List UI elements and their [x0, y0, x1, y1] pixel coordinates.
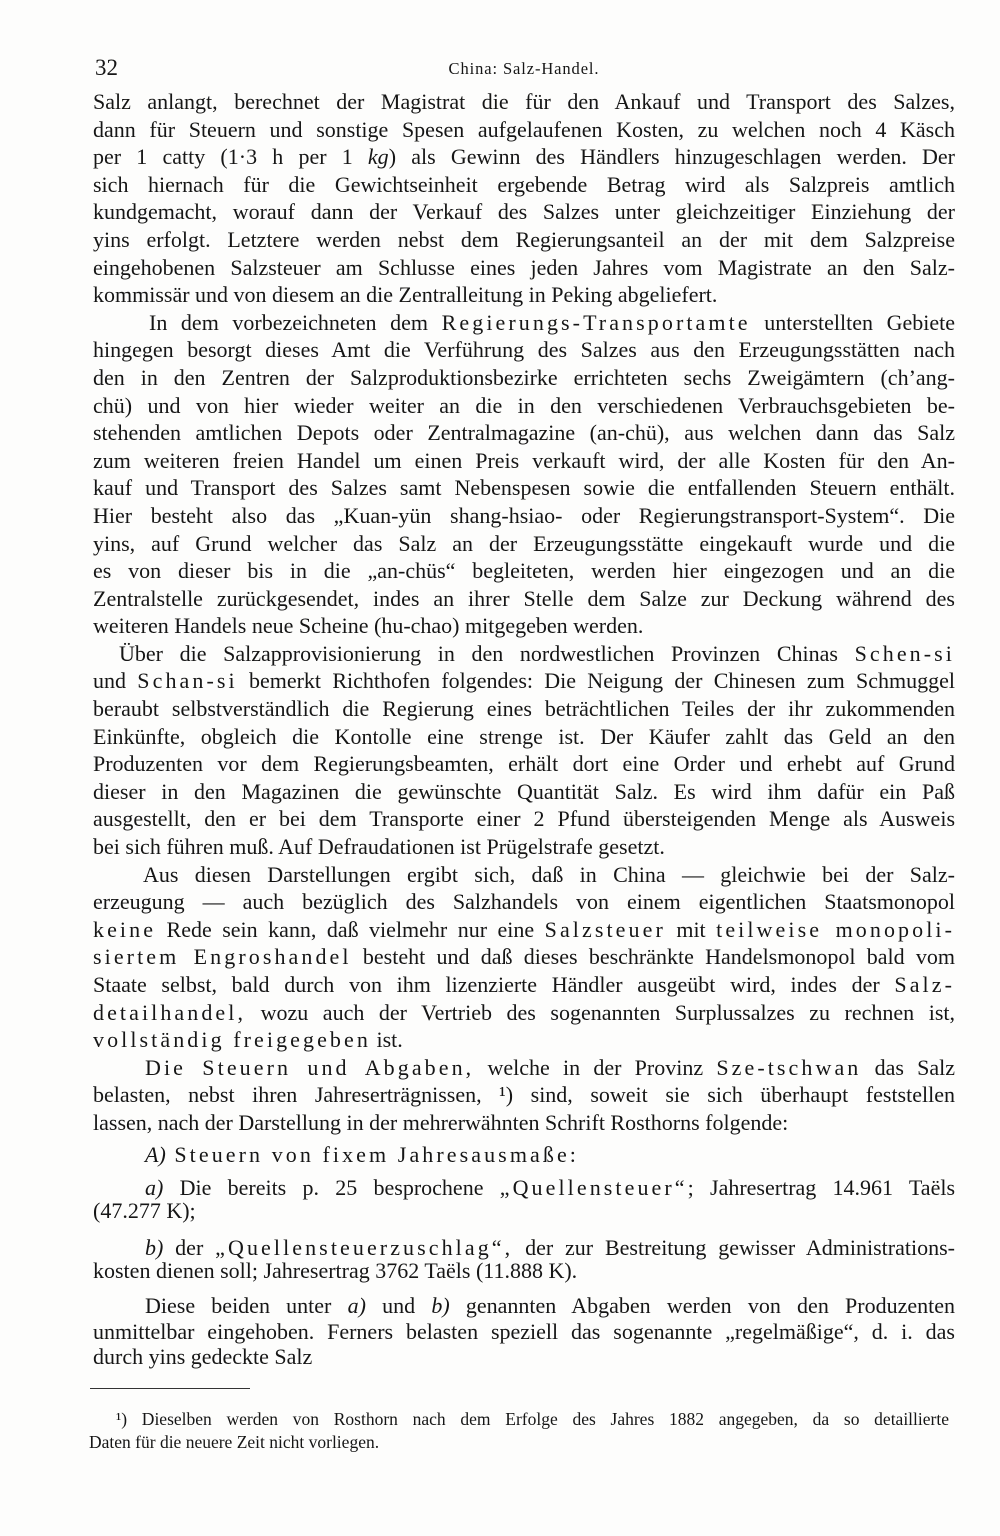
text-run: ausgestellt, den er bei dem Transporte einer 2 Pfund übersteigenden Menge als Ausweis [93, 806, 955, 832]
text-run: das Salz [861, 1054, 956, 1080]
spaced-text: Salzsteuer [544, 916, 666, 942]
text-line [93, 640, 955, 668]
spaced-text: detailhandel, [93, 999, 247, 1025]
spaced-text: Sze-tschwan [716, 1054, 862, 1080]
page-header [93, 55, 955, 81]
text-line [93, 612, 955, 640]
text-run: Über die Salzapprovisionierung in den nordwestlichen Provinzen Chinas [119, 640, 855, 666]
text-line [93, 1109, 955, 1137]
text-run: Zentralstelle zurückgesendet, indes an ihrer Stelle dem Salze zur Deckung während des [93, 585, 955, 611]
spaced-text: Die Steuern und Abgaben, [145, 1054, 475, 1080]
text-line [93, 171, 955, 199]
text-line [93, 364, 955, 392]
spaced-text: Salz- [894, 972, 955, 997]
text-line [93, 971, 955, 999]
text-line [93, 474, 955, 502]
text-run: erzeugung — auch bezüglich des Salzhandels von einem eigentlichen Staatsmonopol [93, 889, 955, 915]
text-run: unmittelbar eingehoben. Ferners belasten speziell das sogenannte „regelmäßige“, d. i. das [93, 1318, 955, 1344]
text-line [93, 226, 955, 254]
text-run: es von dieser bis in die „an-chüs“ begleiteten, werden hier eingezogen und an die [93, 558, 955, 584]
spaced-text: „Quellensteuerzuschlag“, [215, 1235, 514, 1261]
text-run: genannten Abgaben werden von den Produzenten [449, 1293, 956, 1319]
text-line [93, 778, 955, 806]
text-run: durch yins gedeckte Salz [93, 1344, 313, 1370]
text-line [93, 336, 955, 364]
text-line [93, 695, 955, 723]
text-line [93, 888, 955, 916]
text-run: ; Jahresertrag 14.961 Taëls [687, 1175, 956, 1201]
paragraph-taxes-intro [93, 1054, 955, 1137]
italic-text: a) [145, 1175, 164, 1201]
text-run: der [163, 1235, 216, 1261]
text-run: zum weiteren freien Handel um einen Preis verkauft wird, der alle Kosten für den An- [93, 447, 955, 473]
running-title: China: Salz-Handel. [448, 59, 600, 78]
text-line [93, 1293, 955, 1319]
text-line [93, 419, 955, 447]
paragraph-richthofen [93, 640, 955, 861]
italic-text: kg [367, 144, 389, 170]
spaced-text: Schan-si [137, 668, 238, 694]
text-run: eingehobenen Salzsteuer am Schlusse eines jeden Jahres vom Magistrate an den Salz- [93, 254, 955, 280]
text-run: Einkünfte, obgleich die Kontolle eine strenge ist. Der Käufer zahlt das Geld an den [93, 723, 955, 749]
text-run: bemerkt Richthofen folgendes: Die Neigung der Chinesen zum Schmuggel [237, 668, 956, 694]
text-line [93, 1141, 955, 1169]
text-run: Hier besteht also das „Kuan-yün shang-hsiao- oder Regierungstransport-System“. Die [93, 502, 955, 528]
text-line [93, 585, 955, 613]
spaced-text: Regierungs-Transportamte [441, 309, 751, 335]
italic-text: b) [145, 1235, 164, 1261]
text-run: lassen, nach der Darstellung in der mehrerwähnten Schrift Rosthorns folgende: [93, 1109, 789, 1135]
text-run: dieser in den Magazinen die gewünschte Quantität Salz. Es wird ihm dafür ein Paß [93, 778, 955, 804]
text-line [93, 916, 955, 944]
text-line [93, 1236, 955, 1259]
list-item-b [93, 1236, 955, 1282]
text-run: kosten dienen soll; Jahresertrag 3762 Taëls (11.888 K). [93, 1258, 578, 1284]
text-line [93, 1259, 955, 1282]
text-run: besteht und daß dieses beschränkte Handelsmonopol bald vom [351, 944, 955, 970]
paragraph-conclusion [93, 861, 955, 1054]
text-line [93, 1319, 955, 1345]
text-line [93, 1026, 955, 1054]
text-run: kommissär und von diesem an die Zentralleitung in Peking abgeliefert. [93, 282, 718, 308]
footnote [89, 1408, 949, 1454]
text-line [93, 750, 955, 778]
text-line [93, 1344, 955, 1370]
text-run: stehenden amtlichen Depots oder Zentralmagazine (an-chü), aus welchen dann das Salz [93, 420, 955, 446]
paragraph-continuation [93, 88, 955, 309]
text-line [93, 198, 955, 226]
text-line [93, 392, 955, 420]
text-run: ¹) Dieselben werden von Rosthorn nach dem Erfolge des Jahres 1882 angegeben, da so detaillierte [116, 1409, 949, 1429]
text-run: unterstellten Gebiete [750, 309, 955, 335]
text-line [93, 1176, 955, 1199]
page-number: 32 [95, 55, 118, 80]
text-run: ist. [370, 1027, 403, 1053]
text-run: weiteren Handels neue Scheine (hu-chao) mitgegeben werden. [93, 613, 644, 639]
text-line [93, 999, 955, 1027]
text-line [93, 667, 955, 695]
text-run: den in den Zentren der Salzproduktionsbezirke errichteten sechs Zweigämtern (ch’ang- [93, 364, 955, 390]
text-run: Rede sein kann, daß vielmehr nur eine [156, 916, 545, 942]
italic-text: a) [347, 1293, 366, 1319]
text-run: Staate selbst, bald durch von ihm lizenzierte Händler ausgeübt wird, indes der [93, 972, 895, 997]
text-run: Produzenten vor dem Regierungsbeamten, erhält dort eine Order und erhebt auf Grund [93, 751, 955, 777]
text-line [93, 530, 955, 558]
text-line [93, 833, 955, 861]
spaced-text: keine [93, 916, 157, 942]
spaced-text: vollständig freigegeben [93, 1027, 371, 1053]
text-run: hingegen besorgt dieses Amt die Verführung des Salzes aus den Erzeugungsstätten nach [93, 337, 955, 363]
text-run: yins, auf Grund welcher das Salz an der Erzeugungsstätte eingekauft wurde und die [93, 530, 955, 556]
text-run: belasten, nebst ihren Jahreserträgnissen, ¹) sind, soweit sie sich überhaupt feststellen [93, 1082, 955, 1108]
body-text [93, 88, 955, 1370]
text-run: chü) und von hier wieder weiter an die in den verschiedenen Verbrauchsgebieten be- [93, 392, 955, 418]
list-item-a [93, 1176, 955, 1222]
text-line [93, 88, 955, 116]
text-line [89, 1431, 949, 1454]
text-line [93, 1199, 955, 1222]
italic-text: b) [431, 1293, 450, 1319]
text-line [93, 254, 955, 282]
spaced-text: „Quellensteuer“ [499, 1175, 688, 1201]
text-run: kundgemacht, worauf dann der Verkauf des Salzes unter gleichzeitiger Einziehung der [93, 199, 955, 225]
text-run: dann für Steuern und sonstige Spesen aufgelaufenen Kosten, zu welchen noch 4 Käsch [93, 116, 955, 142]
text-run: beraubt selbstverständlich die Regierung eines beträchtlichen Teiles der ihr zukommenden [93, 696, 955, 722]
text-run: Daten für die neuere Zeit nicht vorliegen. [89, 1432, 380, 1452]
text-line [93, 143, 955, 171]
text-line [93, 1081, 955, 1109]
text-line [93, 805, 955, 833]
text-run: Aus diesen Darstellungen ergibt sich, daß in China — gleichwie bei der Salz- [143, 861, 955, 887]
text-run: Diese beiden unter [145, 1293, 348, 1319]
enumeration-heading-a [93, 1141, 955, 1169]
text-line [93, 502, 955, 530]
text-line [93, 1054, 955, 1082]
text-run: und [93, 668, 138, 694]
text-run: (47.277 K); [93, 1198, 196, 1224]
text-line [93, 861, 955, 889]
text-line [89, 1408, 949, 1431]
text-run: sich hiernach für die Gewichtseinheit ergebende Betrag wird als Salzpreis amtlich [93, 171, 955, 197]
text-run: Die bereits p. 25 besprochene [163, 1175, 500, 1201]
text-line [93, 557, 955, 585]
text-run: per 1 catty (1·3 h per 1 [93, 144, 368, 170]
text-line [93, 309, 955, 337]
spaced-text: Schen-si [854, 640, 955, 666]
footnote-paragraph [89, 1408, 949, 1454]
text-run: und [365, 1293, 432, 1319]
text-run: kauf und Transport des Salzes samt Nebenspesen sowie die entfallenden Steuern enthält. [93, 475, 955, 501]
text-run: Salz anlangt, berechnet der Magistrat die für den Ankauf und Transport des Salzes, [93, 89, 955, 114]
text-run: bei sich führen muß. Auf Defraudationen ist Prügelstrafe gesetzt. [93, 834, 665, 860]
text-line [93, 116, 955, 144]
italic-text: A) [145, 1141, 166, 1167]
text-line [93, 447, 955, 475]
text-run: wozu auch der Vertrieb des sogenannten Surplussalzes zu rechnen ist, [246, 999, 955, 1025]
footnote-rule [90, 1388, 250, 1389]
text-run: welche in der Provinz [474, 1054, 717, 1080]
spaced-text: siertem Engroshandel [93, 944, 352, 970]
paragraph-transport [93, 309, 955, 640]
spaced-text: teilweise monopoli- [716, 916, 955, 942]
text-run: ) als Gewinn des Händlers hinzugeschlagen werden. Der [388, 144, 955, 170]
spaced-text: Steuern von fixem Jahresausmaße: [165, 1141, 579, 1167]
text-line [93, 723, 955, 751]
text-line [93, 943, 955, 971]
text-run: yins erfolgt. Letztere werden nebst dem Regierungsanteil an der mit dem Salzpreise [93, 226, 955, 252]
text-run: In dem vorbezeichneten dem [149, 309, 442, 335]
paragraph-levies [93, 1293, 955, 1370]
text-line [93, 281, 955, 309]
text-run: der zur Bestreitung gewisser Administrations- [513, 1235, 955, 1261]
text-run: mit [665, 916, 717, 942]
